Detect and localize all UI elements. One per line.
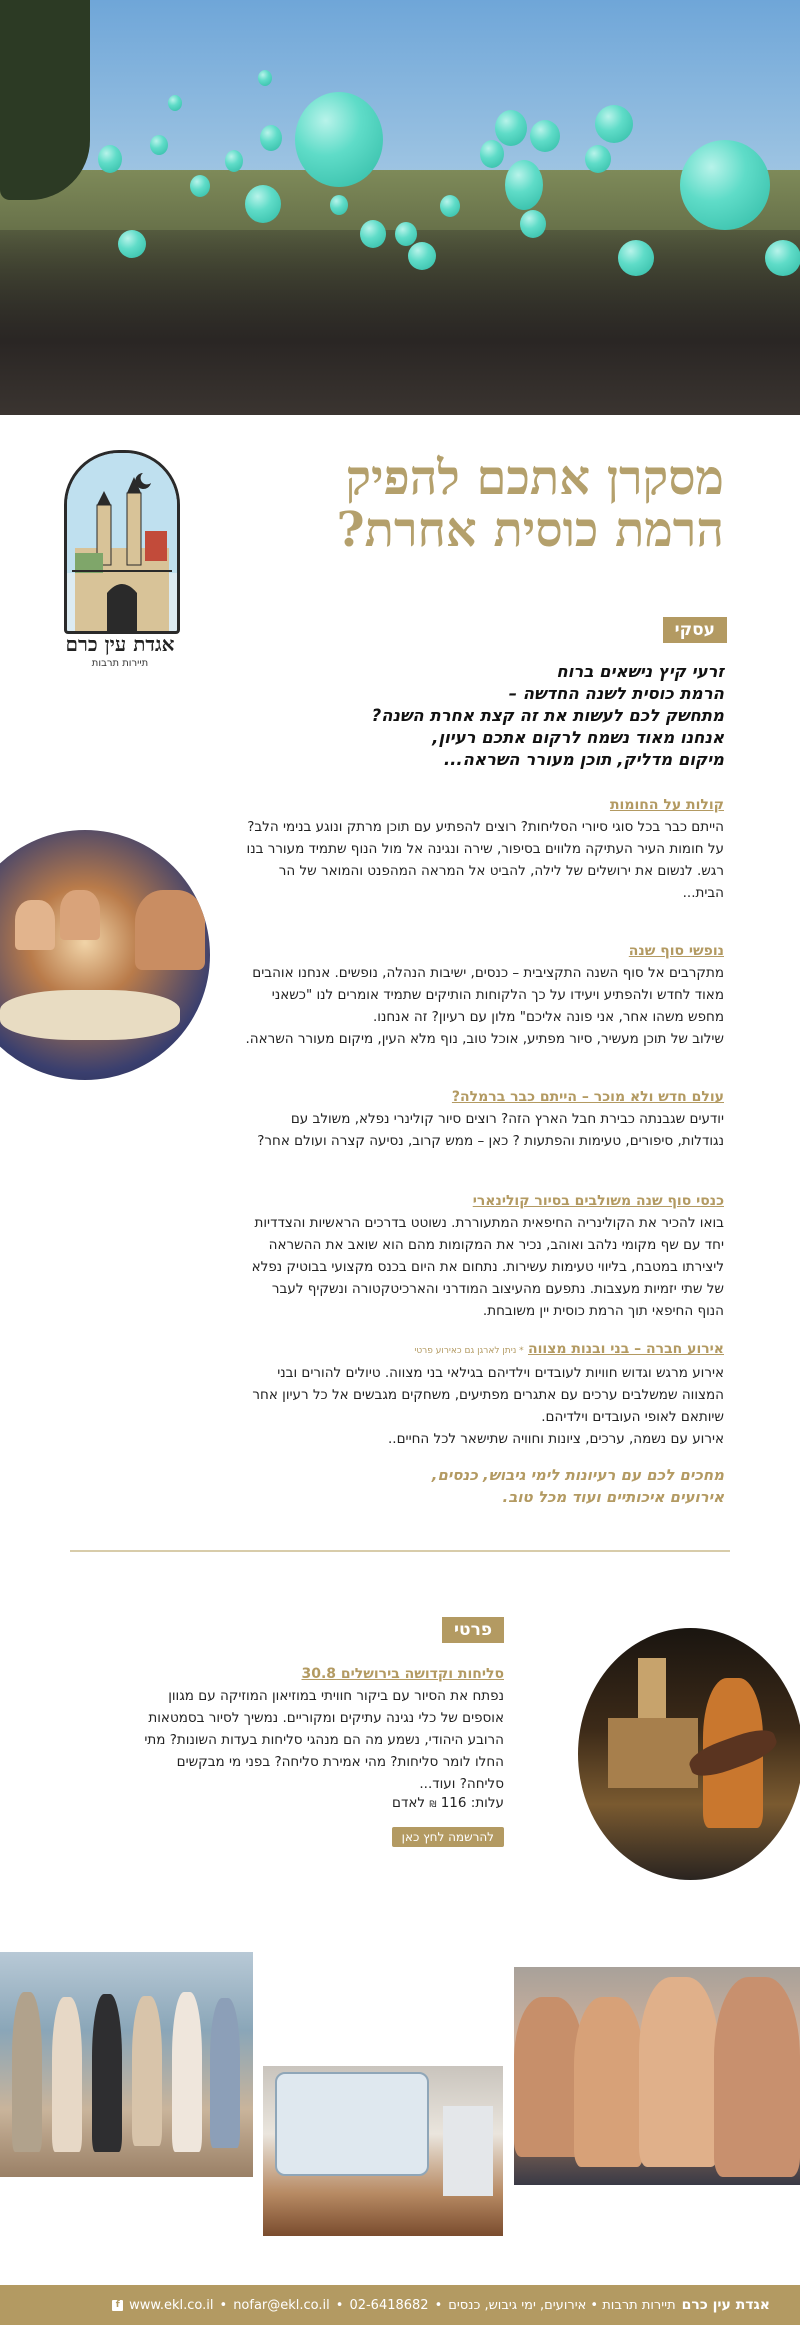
intro-text xyxy=(244,661,724,771)
closing-line: מחכים לכם עם רעיונות לימי גיבוש, כנסים, xyxy=(431,1466,724,1484)
closing-text xyxy=(244,1464,724,1508)
balloon-graphic xyxy=(225,150,243,172)
logo-subtitle: תיירות תרבות xyxy=(91,658,149,669)
photo-person xyxy=(12,1992,42,2152)
intro-line: מיקום מדליק, תוכן מעורר השראה... xyxy=(443,750,724,769)
footer-separator: • xyxy=(335,2297,344,2313)
balloon-graphic xyxy=(408,242,436,270)
section-paragraph: אירוע מרגש וגדוש חוויות לעובדים וילדיהם בגילאי בני מצווה. טיולים להורים ובני המצווה שמשלבים ערכים עם אתגרים מפתיעים, משחקים מגבשים אל כל רעיון אחר שיותאם לאופי העובדים וילדיהם. xyxy=(252,1365,724,1425)
photo-person xyxy=(210,1998,240,2148)
logo-emblem xyxy=(64,450,180,634)
photo-person xyxy=(60,890,100,940)
intro-line: הרמת כוסית לשנה החדשה – xyxy=(508,684,724,703)
photo-person xyxy=(135,890,205,970)
price-label: עלות: xyxy=(470,1795,504,1811)
photo-person xyxy=(92,1994,122,2152)
section-title[interactable]: עולם חדש ולא מוכר – הייתם כבר ברמלה? xyxy=(451,1089,724,1105)
footer-email[interactable]: nofar@ekl.co.il xyxy=(233,2297,330,2313)
women-toast-photo xyxy=(0,830,210,1080)
section-paragraph: שילוב של תוכן מעשיר, סיור מפתיע, אוכל טוב, נוף מלא העין, מיקום מעורר השראה. xyxy=(245,1031,724,1047)
section-divider xyxy=(70,1550,730,1552)
intro-line: אנחנו מאוד נשמח לרקום אתכם רעיון, xyxy=(432,728,724,747)
section-paragraph: יודעים שגבנתה כבירת חבל הארץ הזה? רוצים סיור קולינרי נפלא, משולב עם נגודלות, סיפורים, טעימות והפתעות ? כאן – ממש קרוב, נסיעה קצרה ועולם אחר? xyxy=(257,1111,724,1149)
photo-table xyxy=(0,990,180,1040)
balloon-graphic xyxy=(360,220,386,248)
event-title[interactable]: סליחות וקדושה בירושלים 30.8 xyxy=(301,1666,504,1682)
photo-person xyxy=(714,1977,800,2177)
balloon-graphic xyxy=(98,145,122,173)
balloon-graphic xyxy=(258,70,272,86)
section-note: * ניתן לארגן גם כאירוע פרטי xyxy=(414,1346,524,1356)
cooler-box xyxy=(275,2072,429,2176)
photo-person xyxy=(15,900,55,950)
balloon-graphic xyxy=(495,110,527,146)
women-selfie-photo xyxy=(514,1967,800,2185)
guitarist-photo xyxy=(578,1628,800,1880)
balloon-graphic xyxy=(330,195,348,215)
section-culinary xyxy=(244,1190,724,1322)
balloon-graphic xyxy=(765,240,800,276)
footer-services: תיירות תרבות • אירועים, ימי גיבוש, כנסים xyxy=(448,2297,676,2313)
price-unit: לאדם xyxy=(392,1795,426,1811)
headline-line: מסקרן אתכם להפיק xyxy=(345,450,724,506)
balloon-graphic xyxy=(520,210,546,238)
balloon-graphic xyxy=(480,140,504,168)
section-title[interactable]: נופשי סוף שנה xyxy=(628,943,724,959)
register-button[interactable]: להרשמה לחץ כאן xyxy=(392,1827,504,1847)
balloon-graphic xyxy=(118,230,146,258)
balloon-graphic xyxy=(680,140,770,230)
footer-bar xyxy=(0,2285,800,2325)
closing-line: אירועים איכותיים ועוד מכל טוב. xyxy=(502,1488,724,1506)
logo-name: אגדת עין כרם xyxy=(65,632,175,656)
private-tag: פרטי xyxy=(442,1617,504,1643)
price-currency: ₪ xyxy=(429,1800,437,1810)
hero-image xyxy=(0,0,800,415)
section-retreats xyxy=(244,940,724,1050)
logo-town-icon xyxy=(67,453,177,631)
section-paragraph: אירוע עם נשמה, ערכים, ציונות וחוויה שתישאר לכל החיים.. xyxy=(388,1431,724,1447)
photo-person xyxy=(52,1997,82,2152)
section-title[interactable]: קולות על החומות xyxy=(609,797,724,813)
balloon-graphic xyxy=(618,240,654,276)
balloon-graphic xyxy=(150,135,168,155)
footer-brand: אגדת עין כרם xyxy=(681,2297,770,2313)
footer-phone[interactable]: 02-6418682 xyxy=(349,2297,429,2313)
balloon-graphic xyxy=(395,222,417,246)
intro-line: מתחשק לכם לעשות את זה קצת אחרת השנה? xyxy=(371,706,724,725)
section-bar-mitzvah xyxy=(244,1338,724,1450)
photo-person xyxy=(574,1997,644,2167)
balloon-graphic xyxy=(260,125,282,151)
section-title[interactable]: אירוע חברה – בני ובנות מצווה xyxy=(527,1341,724,1357)
photo-walls xyxy=(608,1718,698,1788)
intro-line: זרעי קיץ נישאים ברוח xyxy=(556,662,724,681)
section-paragraph: מתקרבים אל סוף השנה התקציבית – כנסים, ישיבות הנהלה, נופשים. אנחנו אוהבים מאוד לחדש ולהפתיע ויעידו על כך הלקוחות הותיקים שתמיד אומרים לנו "כשאני מחפש משהו אחר, אני פונה אליכם" מלון עם רעיון? זה אנחנו. xyxy=(252,965,724,1025)
price-value: 116 xyxy=(440,1795,467,1811)
photo-person xyxy=(172,1992,202,2152)
business-tag: עסקי xyxy=(663,617,727,643)
footer-separator: • xyxy=(219,2297,228,2313)
event-description: נפתח את הסיור עם ביקור חוויתי במוזיאון המוזיקה עם מגוון אוספים של כלי נגינה עתיקים ומקוריים. נמשיך לסיור בסמטאות הרובע היהודי, נשמע מה הם מנהגי סליחות בעדות השונות? מתי החלו לומר סליחות? מהי אמירת סליחה? בפני מי מבקשים סליחה? ועוד... xyxy=(144,1688,504,1792)
balloon-graphic xyxy=(505,160,543,210)
plates-stack xyxy=(443,2106,493,2196)
section-ramla xyxy=(244,1086,724,1152)
section-paragraph: על חומות העיר העתיקה מלווים בסיפור, שירה ונגינה אל מול הנוף שתמיד מעורר בנו רגש. לנשום את ירושלים של לילה, להביט אל המראה המהפנט והמואר של הר הבית... xyxy=(246,841,724,901)
balloon-graphic xyxy=(295,92,383,187)
photo-person xyxy=(132,1996,162,2146)
hero-tree xyxy=(0,0,90,200)
balloon-graphic xyxy=(585,145,611,173)
footer-website[interactable]: www.ekl.co.il xyxy=(129,2297,214,2313)
balloon-graphic xyxy=(440,195,460,217)
balloon-graphic xyxy=(530,120,560,152)
event-price xyxy=(144,1795,504,1811)
footer-separator: • xyxy=(434,2297,443,2313)
hero-crowd xyxy=(0,230,800,415)
balloon-graphic xyxy=(245,185,281,223)
balloon-graphic xyxy=(190,175,210,197)
page-headline xyxy=(264,452,724,556)
photo-person xyxy=(639,1977,719,2167)
section-paragraph: בואו להכיר את הקולינריה החיפאית המתעוררת. נשוטט בדרכים הראשיות והצדדיות יחד עם שף מקומי נלהב ואוהב, נכיר את המקומות מהם הוא שואב את ההשראה ליצירתו במטבח, בליווי טעימות עשירות. נתחום את היום בכנס מקצועי בבוטיק נפלא של שתי יזמיות מעצבות. נתפעם מהעיצוב המודרני והארכיטקטורה ונשקיף לעבר הנוף החיפאי תוך הרמת כוסית יין משובחת. xyxy=(251,1215,724,1319)
section-paragraph: הייתם כבר בכל סוגי סיורי הסליחות? רוצים להפתיע עם תוכן מרתק ונוגע בנימי הלב? xyxy=(247,819,724,835)
headline-line: הרמת כוסית אחרת? xyxy=(336,502,724,558)
food-cooler-photo xyxy=(263,2066,503,2236)
section-walls xyxy=(244,794,724,904)
balloon-graphic xyxy=(595,105,633,143)
group-beach-photo xyxy=(0,1952,253,2177)
balloon-graphic xyxy=(168,95,182,111)
section-title[interactable]: כנסי סוף שנה משולבים בסיור קולינארי xyxy=(472,1193,724,1209)
facebook-icon[interactable]: f xyxy=(112,2300,123,2311)
footer-content xyxy=(0,2285,770,2325)
